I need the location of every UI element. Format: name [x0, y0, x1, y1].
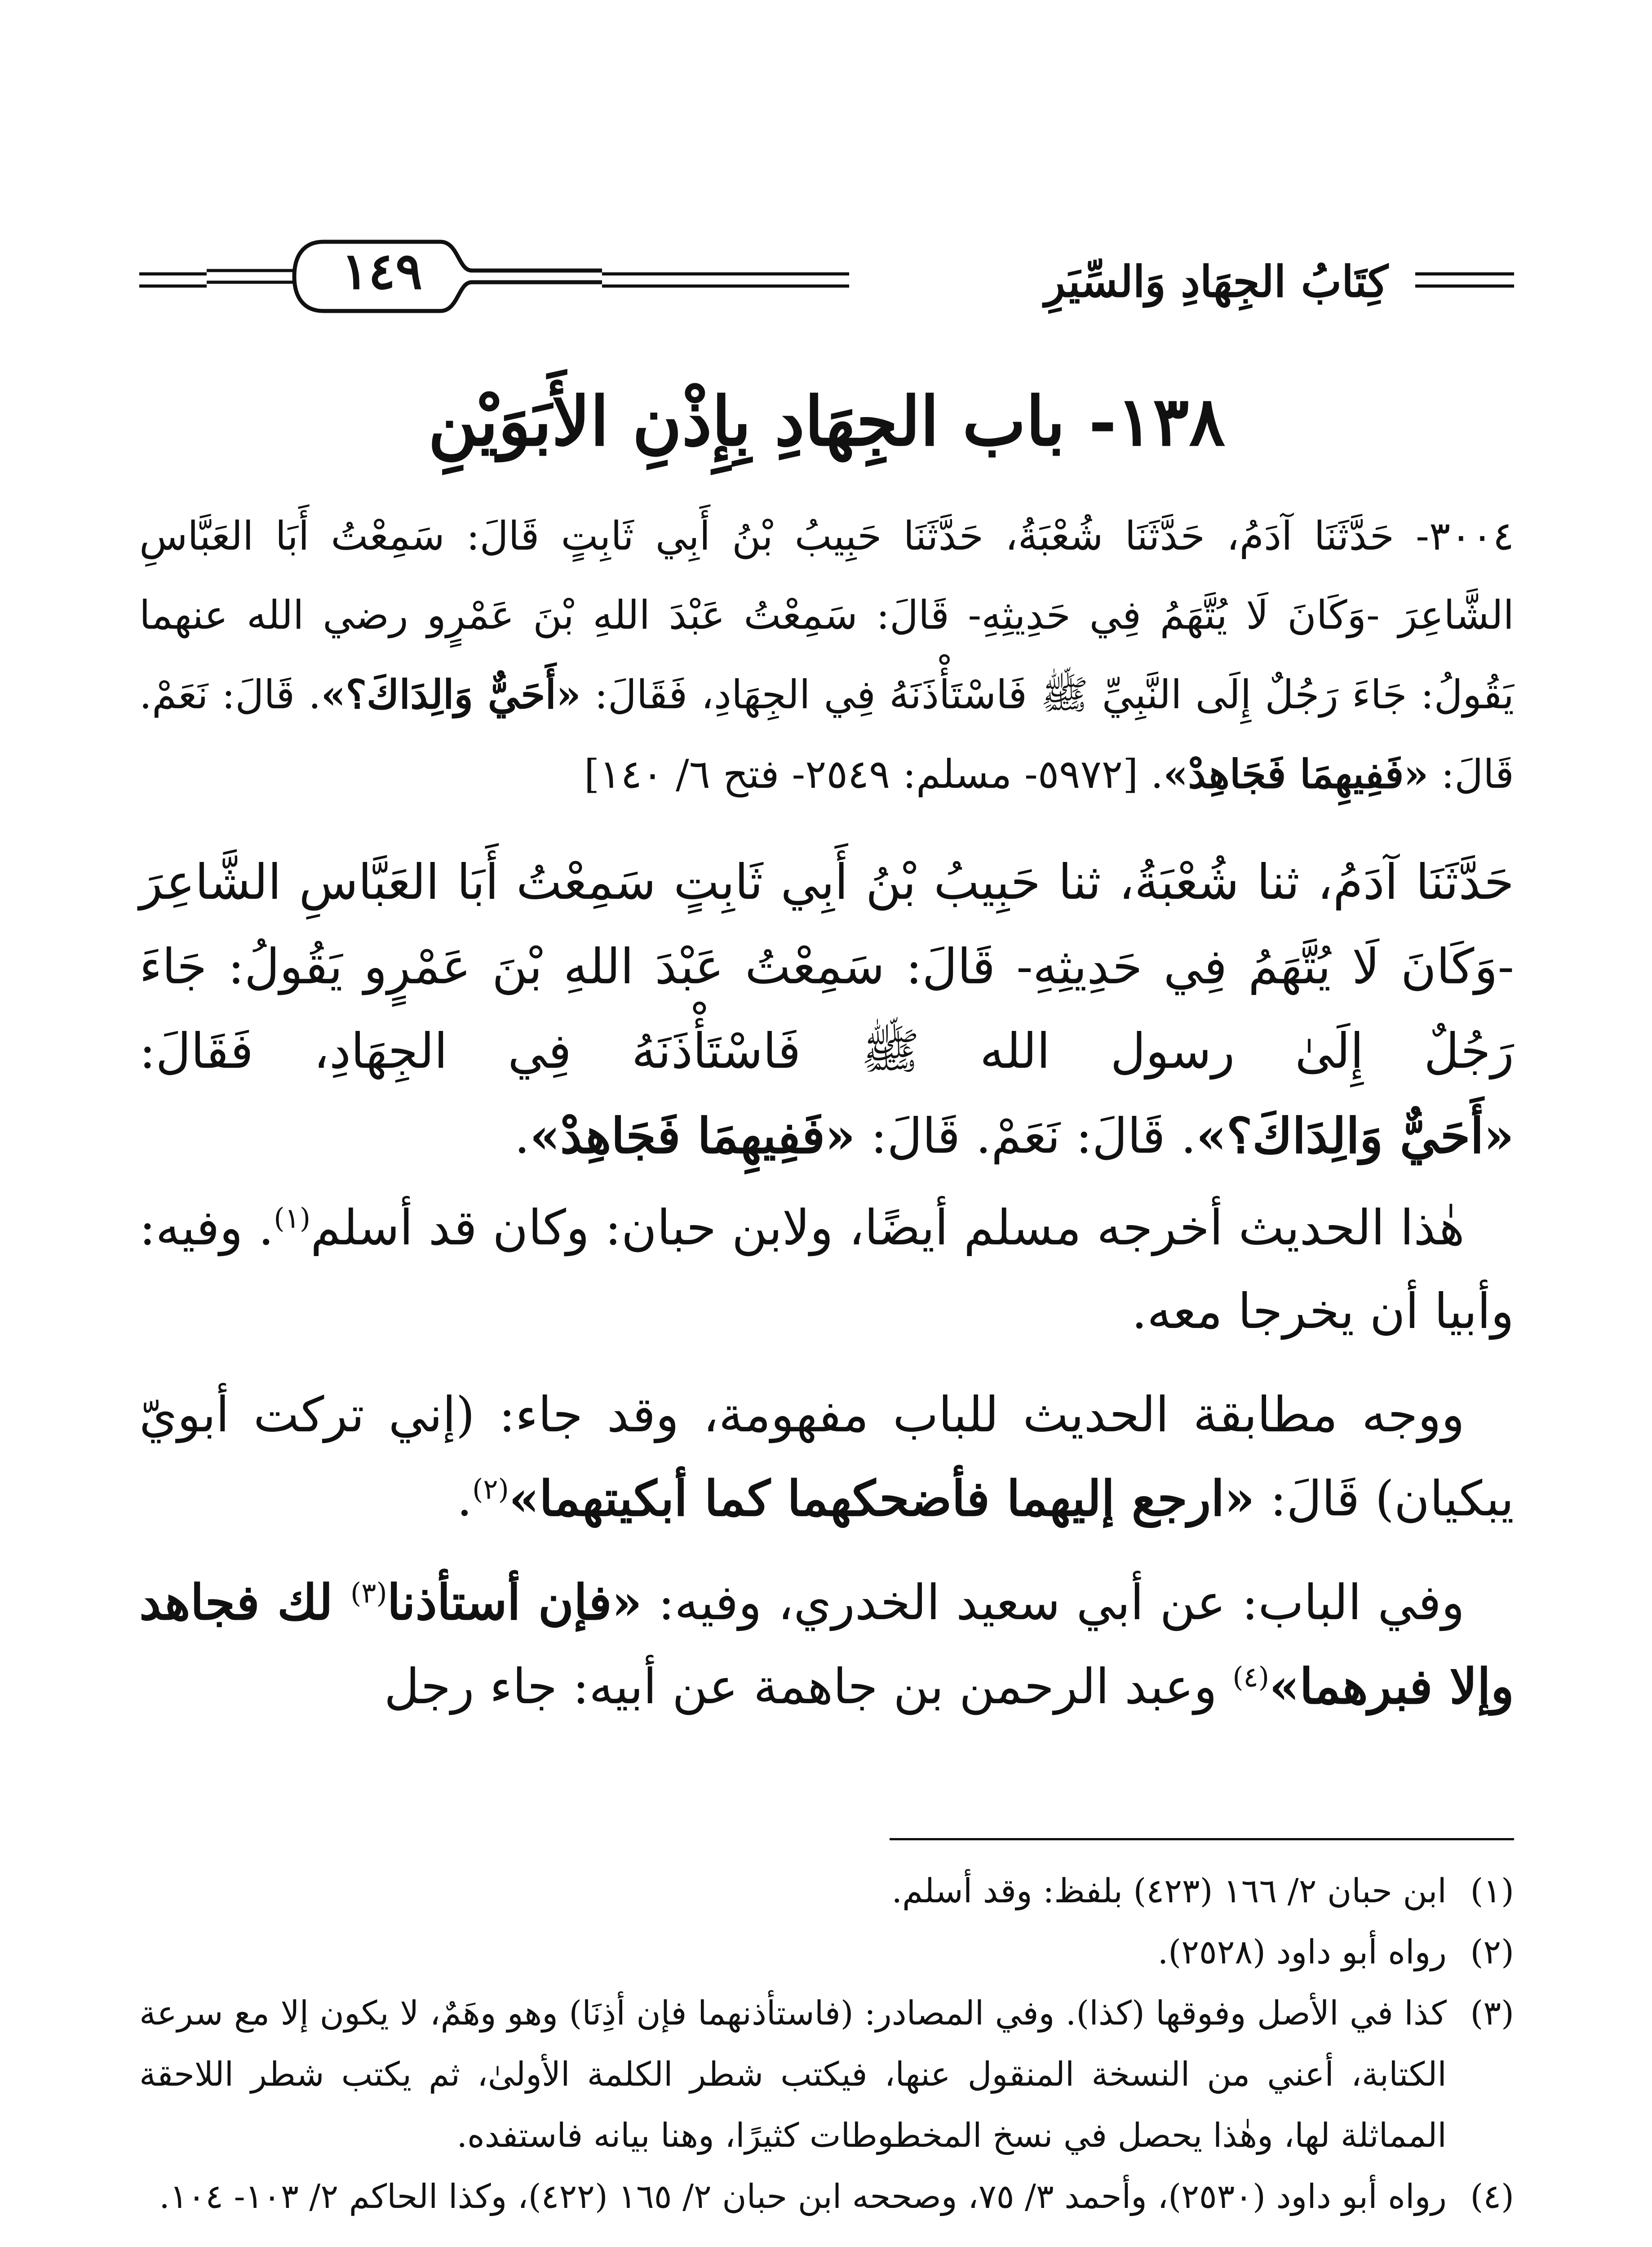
chapter-title: ١٣٨- باب الجِهَادِ بِإِذْنِ الأَبَوَيْنِ [428, 382, 1226, 461]
isnad-text-part: . قَالَ: نَعَمْ. قَالَ: [855, 1108, 1196, 1164]
commentary-text: وعبد الرحمن بن جاهمة عن أبيه: جاء رجل [384, 1659, 1233, 1715]
footnote-separator [890, 1838, 1514, 1840]
isnad-text-part: . [514, 1108, 530, 1164]
hadith-text-part: ٣٠٠٤- حَدَّثَنَا آدَمُ، حَدَّثَنَا شُعْبَةُ، حَدَّثَنَا حَبِيبُ بْنُ أَبِي ثَابِتٍ قَالَ: سَمِعْتُ أَبَا العَبَّاسِ الشَّاعِرَ -وَكَانَ لَا يُتَّهَمُ فِي حَدِيثِهِ- قَالَ: سَمِعْتُ عَبْدَ اللهِ بْنَ عَمْرٍو رضي الله عنهما يَقُولُ: جَاءَ رَجُلٌ إِلَى النَّبِيِّ ﷺ فَاسْتَأْذَنَهُ فِي الجِهَادِ، فَقَالَ: [139, 513, 1515, 718]
commentary-text: هٰذا الحديث أخرجه مسلم أيضًا، ولابن حبان: وكان قد أسلم [310, 1200, 1465, 1256]
hadith-reference: . [٥٩٧٢- مسلم: ٢٥٤٩- فتح ٦/ ١٤٠] [584, 751, 1164, 797]
book-title: كِتَابُ الجِهَادِ وَالسِّيَرِ [1044, 256, 1388, 307]
page-number: ١٤٩ [341, 242, 423, 301]
commentary-quote: «فإن أستأذنا [387, 1574, 642, 1631]
footnote [139, 2166, 1514, 2227]
footnote-number: (٢) [1470, 1933, 1514, 1972]
running-header [139, 238, 1514, 306]
commentary [139, 1186, 1514, 1749]
commentary-paragraph [139, 1186, 1514, 1354]
commentary-text: ووجه مطابقة الحديث للباب مفهومة، وقد جاء: (إني تركت أبويّ يبكيان) قَالَ: [139, 1387, 1514, 1527]
header-ornament-middle [602, 272, 849, 288]
hadith-quote: «أَحَيٌّ وَالِدَاكَ؟» [321, 671, 581, 718]
isnad-text-part: حَدَّثَنَا آدَمُ، ثنا شُعْبَةُ، ثنا حَبِيبُ بْنُ أَبِي ثَابِتٍ سَمِعْتُ أَبَا العَبَّاسِ الشَّاعِرَ -وَكَانَ لَا يُتَّهَمُ فِي حَدِيثِهِ- قَالَ: سَمِعْتُ عَبْدَ اللهِ بْنَ عَمْرٍو يَقُولُ: جَاءَ رَجُلٌ إِلَىٰ رسول الله ﷺ فَاسْتَأْذَنَهُ فِي الجِهَادِ، فَقَالَ: [139, 854, 1514, 1079]
commentary-text: وفي الباب: عن أبي سعيد الخدري، وفيه: [642, 1575, 1465, 1631]
footnote [139, 1983, 1514, 2166]
header-ornament-left [139, 272, 207, 288]
footnote-text: كذا في الأصل وفوقها (كذا). وفي المصادر: (فاستأذنهما فإن أذِنَا) وهو وهَمٌ، لا يكون إلا مع سرعة الكتابة، أعني من النسخة المنقول عنها، فيكتب شطر الكلمة الأولىٰ، ثم يكتب شطر اللاحقة المماثلة لها، وهٰذا يحصل في نسخ المخطوطات كثيرًا، وهنا بيانه فاستفده. [139, 1994, 1447, 2155]
commentary-paragraph [139, 1561, 1514, 1729]
isnad-quote: «أَحَيٌّ وَالِدَاكَ؟» [1196, 1108, 1514, 1164]
footnote [139, 1922, 1514, 1983]
isnad-quote: «فَفِيهِمَا فَجَاهِدْ» [530, 1108, 855, 1164]
commentary-text: . [456, 1471, 473, 1527]
header-ornament-right [1415, 272, 1514, 288]
page-number-frame [207, 238, 602, 315]
footnote-text: رواه أبو داود (٢٥٣٠)، وأحمد ٣/ ٧٥، وصححه ابن حبان ٢/ ١٦٥ (٤٢٢)، وكذا الحاكم ٢/ ١٠٣- ١٠٤. [159, 2177, 1447, 2216]
isnad-last-line [139, 1094, 1514, 1179]
commentary-text: . وفيه: وأبيا أن يخرجا معه. [139, 1200, 1514, 1340]
hadith-quote: «فَفِيهِمَا فَجَاهِدْ» [1163, 750, 1429, 797]
book-page [139, 0, 1514, 2247]
footnote-reference[interactable]: (٤) [1232, 1661, 1270, 1693]
commentary-quote: «ارجع إليهما فأضحكهما كما أبكيتهما» [509, 1470, 1255, 1527]
footnote-number: (٣) [1470, 1994, 1514, 2033]
footnote [139, 1861, 1514, 1922]
commentary-quote: لك فجاهد وإلا فبرهما» [139, 1574, 1514, 1715]
hadith-text [139, 497, 1514, 814]
footnote-text: ابن حبان ٢/ ١٦٦ (٤٢٣) بلفظ: وقد أسلم. [891, 1872, 1447, 1910]
footnote-reference[interactable]: (٣) [350, 1576, 387, 1609]
commentary-paragraph [139, 1373, 1514, 1541]
hadith-text-part: . قَالَ: نَعَمْ. قَالَ: [139, 671, 1514, 797]
footnote-number: (١) [1470, 1872, 1514, 1910]
footnote-number: (٤) [1470, 2177, 1514, 2216]
footnote-reference[interactable]: (٢) [472, 1473, 509, 1505]
footnote-reference[interactable]: (١) [274, 1202, 311, 1235]
footnote-text: رواه أبو داود (٢٥٢٨). [1157, 1933, 1447, 1972]
footnotes [139, 1861, 1514, 2227]
isnad-text [139, 840, 1514, 1179]
